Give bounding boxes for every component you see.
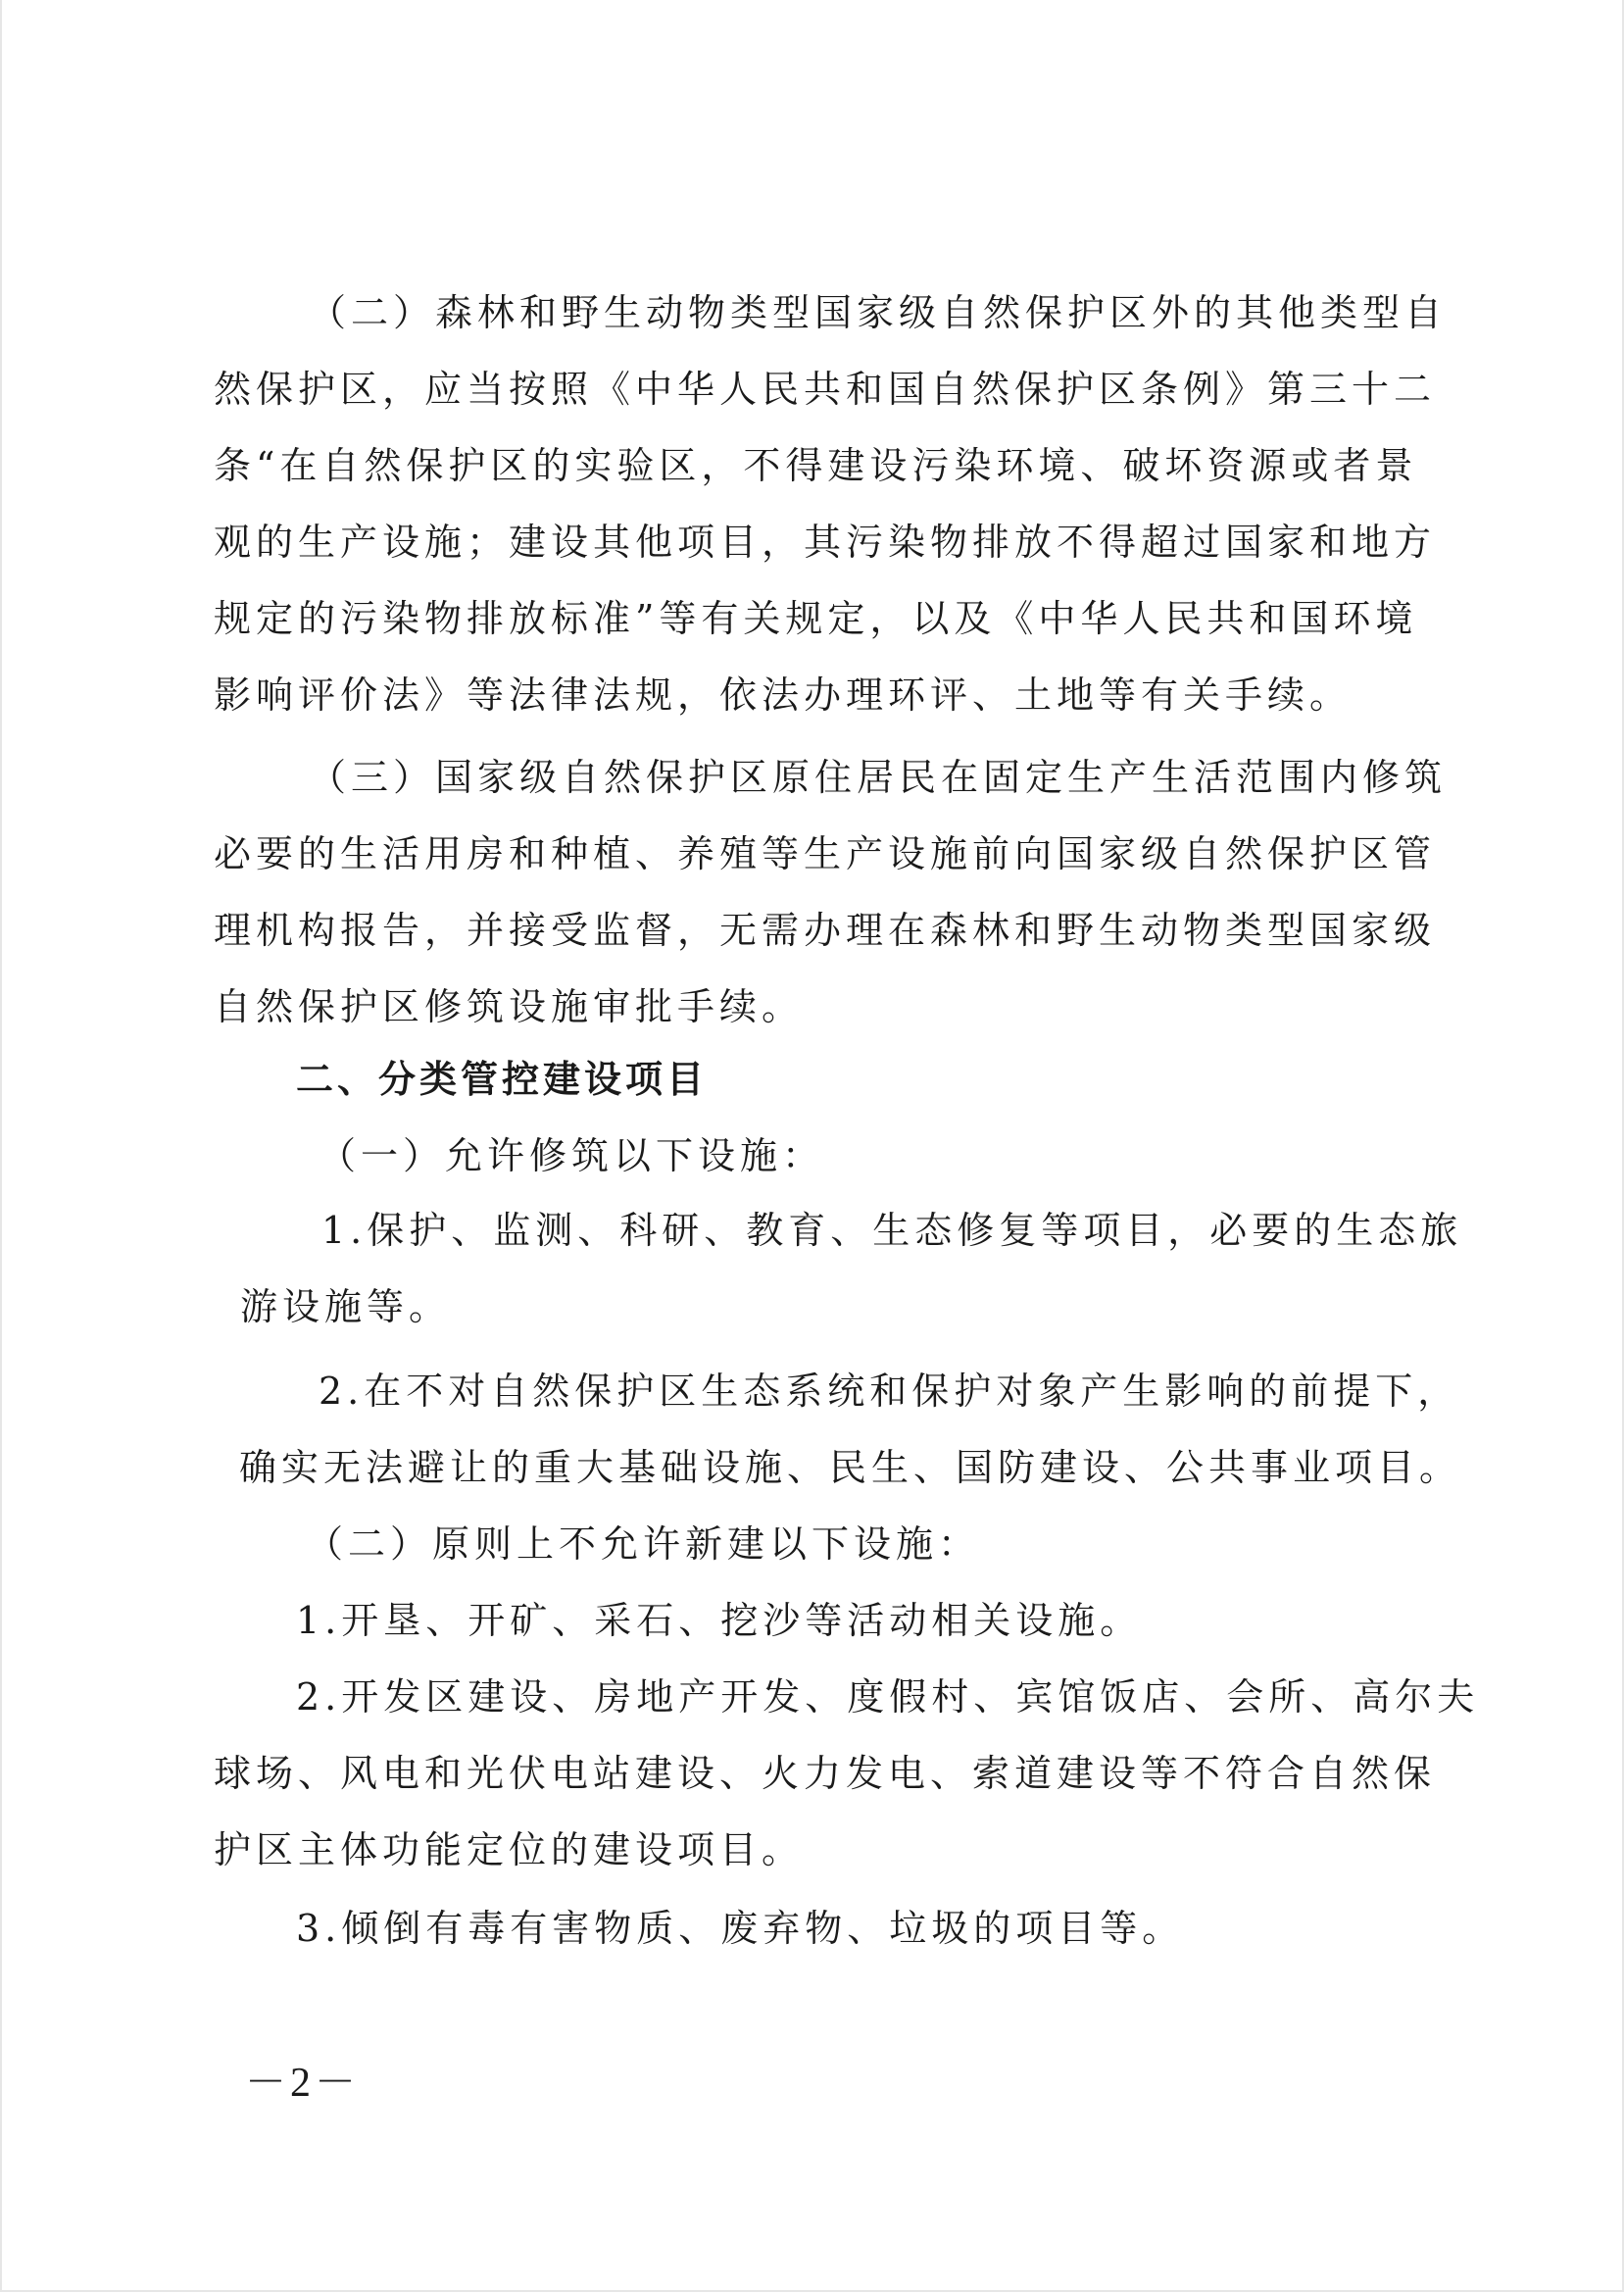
list-item-line: 3.倾倒有毒有害物质、废弃物、垃圾的项目等。: [296, 1907, 1185, 1950]
paragraph-line: （二）森林和野生动物类型国家级自然保护区外的其他类型自: [309, 291, 1448, 334]
list-item-line: 2.开发区建设、房地产开发、度假村、宾馆饭店、会所、高尔夫: [296, 1675, 1480, 1719]
paragraph-line: 条“在自然保护区的实验区，不得建设污染环境、破坏资源或者景: [214, 444, 1418, 487]
list-item-line: 游设施等。: [240, 1285, 452, 1328]
list-item-line: 1.开垦、开矿、采石、挖沙等活动相关设施。: [296, 1599, 1143, 1642]
subsection-heading: （一）允许修筑以下设施：: [319, 1134, 825, 1177]
scan-edge: [0, 0, 2, 2292]
list-item-line: 护区主体功能定位的建设项目。: [214, 1828, 805, 1871]
paragraph-line: 然保护区，应当按照《中华人民共和国自然保护区条例》第三十二: [214, 368, 1437, 411]
paragraph-line: 理机构报告，并接受监督，无需办理在森林和野生动物类型国家级: [214, 909, 1437, 952]
paragraph-line: 影响评价法》等法律法规，依法办理环评、土地等有关手续。: [214, 673, 1353, 717]
paragraph-line: 自然保护区修筑设施审批手续。: [214, 985, 805, 1028]
paragraph-line: 观的生产设施；建设其他项目，其污染物排放不得超过国家和地方: [214, 521, 1437, 564]
paragraph-line: （三）国家级自然保护区原住居民在固定生产生活范围内修筑: [309, 756, 1448, 799]
section-heading: 二、分类管控建设项目: [296, 1058, 709, 1101]
page-number: －2－: [245, 2061, 361, 2106]
list-item-line: 球场、风电和光伏电站建设、火力发电、索道建设等不符合自然保: [214, 1752, 1437, 1795]
paragraph-line: 必要的生活用房和种植、养殖等生产设施前向国家级自然保护区管: [214, 832, 1437, 875]
subsection-heading: （二）原则上不允许新建以下设施：: [306, 1522, 981, 1566]
list-item-line: 确实无法避让的重大基础设施、民生、国防建设、公共事业项目。: [239, 1446, 1462, 1489]
list-item-line: 1.保护、监测、科研、教育、生态修复等项目，必要的生态旅: [321, 1209, 1463, 1252]
paragraph-line: 规定的污染物排放标准”等有关规定，以及《中华人民共和国环境: [214, 597, 1418, 640]
list-item-line: 2.在不对自然保护区生态系统和保护对象产生影响的前提下，: [319, 1370, 1460, 1413]
